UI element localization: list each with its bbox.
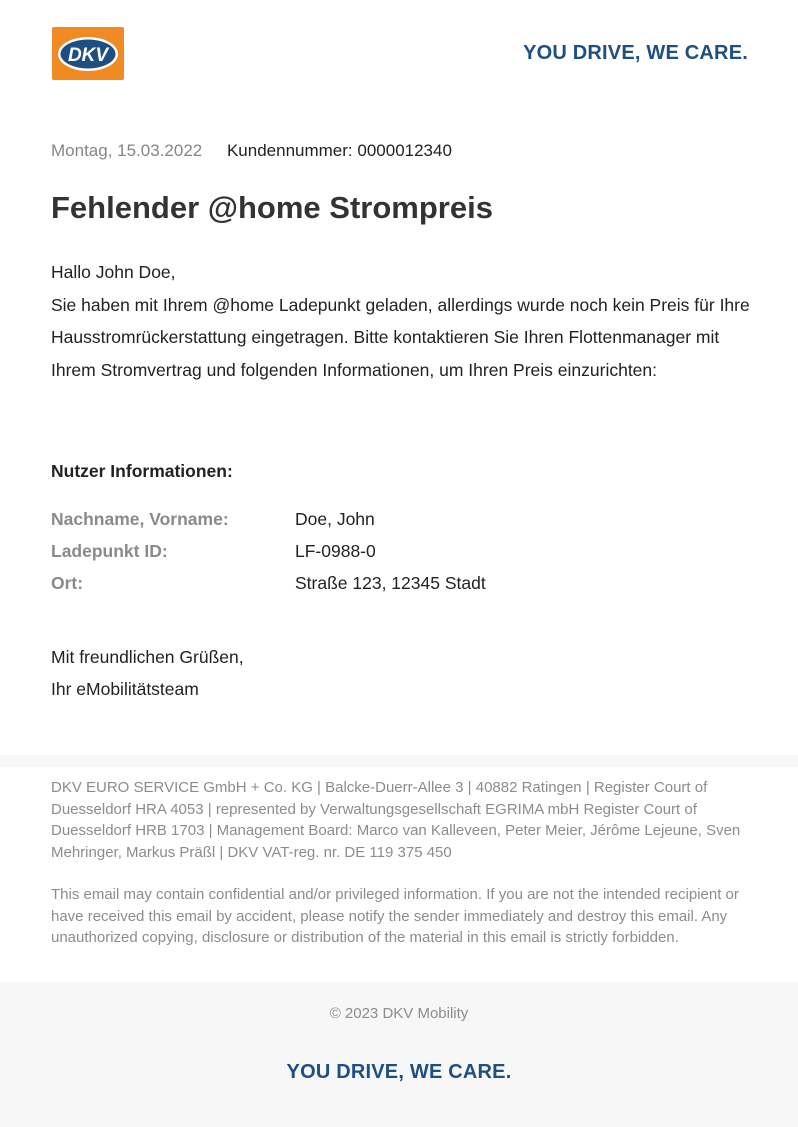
closing (51, 642, 244, 705)
closing-line-2: Ihr eMobilitätsteam (51, 678, 199, 699)
user-info-table (51, 503, 651, 599)
info-label: Nachname, Vorname: (51, 508, 229, 529)
footer-bottom (0, 982, 798, 1127)
header-tagline: YOU DRIVE, WE CARE. (523, 42, 748, 64)
footer-tagline: YOU DRIVE, WE CARE. (286, 1061, 512, 1083)
company-info: DKV EURO SERVICE GmbH + Co. KG | Balcke-Duerr-Allee 3 | 40882 Ratingen | Register Court of Duesseldorf HRA 4053 | represented by Verwaltungsgesellschaft EGRIMA mbH Register Court of Duesseldorf HRB 1703 | Management Board: Marco van Kalleveen, Peter Meier, Jérôme Lejeune, Sven Mehringer, Markus Präßl | DKV VAT-reg. nr. DE 119 375 450 (51, 779, 741, 861)
closing-line-1: Mit freundlichen Grüßen, (51, 647, 244, 667)
body-message: Sie haben mit Ihrem @home Ladepunkt geladen, allerdings wurde noch kein Preis für Ihre Hausstromrückerstattung eingetragen. Bitte kontaktieren Sie Ihren Flottenmanager mit Ihrem Stromvertrag und folgenden Informationen, um Ihren Preis einzurichten: (51, 294, 750, 380)
dkv-logo[interactable] (52, 27, 124, 80)
confidentiality-disclaimer: This email may contain confidential and/or privileged information. If you are not the intended recipient or have received this email by accident, please notify the sender immediately and destroy this email. Any unauthorized copying, disclosure or distribution of the material in this email is strictly forbidden. (51, 886, 739, 946)
legal-footer (51, 777, 751, 949)
meta-line (51, 141, 452, 161)
info-row-location (51, 567, 651, 599)
info-label: Ladepunkt ID: (51, 540, 168, 561)
customer-number: Kundennummer: 0000012340 (226, 141, 452, 160)
greeting: Hallo John Doe, (51, 262, 176, 282)
email-body (51, 256, 751, 386)
info-value: Doe, John (295, 508, 375, 529)
email-header (0, 0, 798, 110)
footer-divider (0, 755, 798, 767)
dkv-logo-text: DKV (67, 45, 109, 66)
page-title: Fehlender @home Strompreis (51, 190, 493, 225)
info-row-chargepoint (51, 535, 651, 567)
info-row-name (51, 503, 651, 535)
info-label: Ort: (51, 572, 84, 593)
email-date: Montag, 15.03.2022 (51, 141, 203, 160)
dkv-logo-icon (52, 27, 124, 80)
user-info-heading: Nutzer Informationen: (51, 461, 233, 481)
copyright: © 2023 DKV Mobility (329, 1005, 469, 1022)
info-value: LF-0988-0 (295, 540, 376, 561)
info-value: Straße 123, 12345 Stadt (295, 572, 486, 593)
